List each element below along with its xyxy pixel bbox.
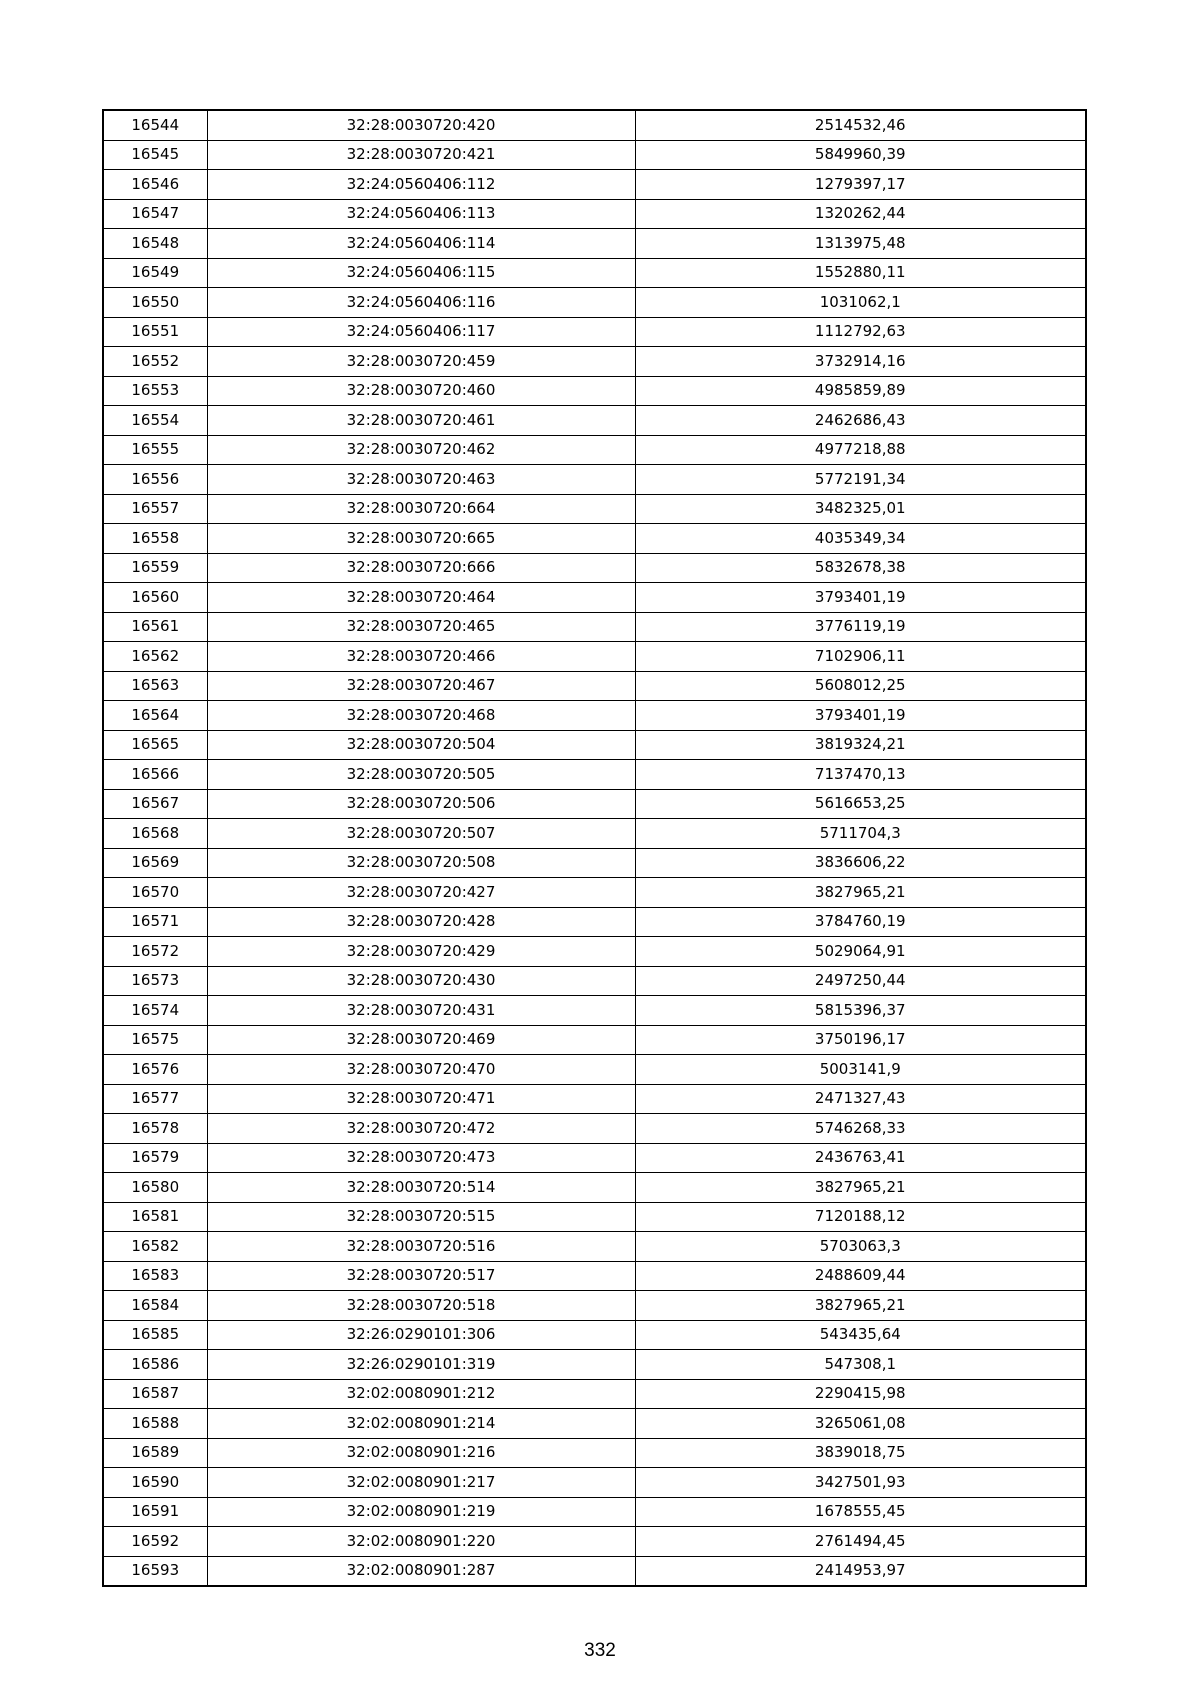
- value-cell: 3793401,19: [635, 583, 1086, 613]
- cadastral-number-cell: 32:28:0030720:507: [207, 819, 635, 849]
- page-number: 332: [584, 1640, 616, 1661]
- cadastral-number-cell: 32:28:0030720:665: [207, 524, 635, 554]
- table-row: [103, 583, 1086, 613]
- value-cell: 1552880,11: [635, 258, 1086, 288]
- row-index-cell: 16552: [103, 347, 207, 377]
- value-cell: 3793401,19: [635, 701, 1086, 731]
- row-index-cell: 16556: [103, 465, 207, 495]
- table-row: [103, 1025, 1086, 1055]
- cadastral-number-cell: 32:28:0030720:517: [207, 1261, 635, 1291]
- cadastral-number-cell: 32:28:0030720:428: [207, 907, 635, 937]
- table-row: [103, 1143, 1086, 1173]
- cadastral-number-cell: 32:28:0030720:468: [207, 701, 635, 731]
- cadastral-number-cell: 32:02:0080901:217: [207, 1468, 635, 1498]
- table-row: [103, 347, 1086, 377]
- cadastral-number-cell: 32:28:0030720:464: [207, 583, 635, 613]
- value-cell: 5815396,37: [635, 996, 1086, 1026]
- value-cell: 5029064,91: [635, 937, 1086, 967]
- table-row: [103, 1261, 1086, 1291]
- cadastral-number-cell: 32:24:0560406:116: [207, 288, 635, 318]
- cadastral-number-cell: 32:28:0030720:427: [207, 878, 635, 908]
- table-row: [103, 996, 1086, 1026]
- row-index-cell: 16592: [103, 1527, 207, 1557]
- value-cell: 1313975,48: [635, 229, 1086, 259]
- cadastral-number-cell: 32:28:0030720:518: [207, 1291, 635, 1321]
- value-cell: 4985859,89: [635, 376, 1086, 406]
- row-index-cell: 16590: [103, 1468, 207, 1498]
- value-cell: 7102906,11: [635, 642, 1086, 672]
- value-cell: 5703063,3: [635, 1232, 1086, 1262]
- row-index-cell: 16561: [103, 612, 207, 642]
- value-cell: 2514532,46: [635, 110, 1086, 140]
- cadastral-number-cell: 32:02:0080901:219: [207, 1497, 635, 1527]
- value-cell: 1279397,17: [635, 170, 1086, 200]
- table-row: [103, 1527, 1086, 1557]
- cadastral-number-cell: 32:28:0030720:515: [207, 1202, 635, 1232]
- table-row: [103, 229, 1086, 259]
- cadastral-number-cell: 32:28:0030720:508: [207, 848, 635, 878]
- value-cell: 4977218,88: [635, 435, 1086, 465]
- value-cell: 7137470,13: [635, 760, 1086, 790]
- cadastral-number-cell: 32:28:0030720:469: [207, 1025, 635, 1055]
- value-cell: 3482325,01: [635, 494, 1086, 524]
- row-index-cell: 16553: [103, 376, 207, 406]
- row-index-cell: 16575: [103, 1025, 207, 1055]
- table-row: [103, 465, 1086, 495]
- table-row: [103, 258, 1086, 288]
- row-index-cell: 16545: [103, 140, 207, 170]
- row-index-cell: 16546: [103, 170, 207, 200]
- cadastral-number-cell: 32:28:0030720:506: [207, 789, 635, 819]
- table-row: [103, 1497, 1086, 1527]
- value-cell: 2488609,44: [635, 1261, 1086, 1291]
- value-cell: 5849960,39: [635, 140, 1086, 170]
- value-cell: 3839018,75: [635, 1438, 1086, 1468]
- value-cell: 1320262,44: [635, 199, 1086, 229]
- table-row: [103, 789, 1086, 819]
- row-index-cell: 16567: [103, 789, 207, 819]
- table-row: [103, 1084, 1086, 1114]
- table-row: [103, 1055, 1086, 1085]
- row-index-cell: 16559: [103, 553, 207, 583]
- row-index-cell: 16549: [103, 258, 207, 288]
- cadastral-number-cell: 32:28:0030720:465: [207, 612, 635, 642]
- row-index-cell: 16565: [103, 730, 207, 760]
- table-row: [103, 1173, 1086, 1203]
- value-cell: 2414953,97: [635, 1556, 1086, 1586]
- row-index-cell: 16578: [103, 1114, 207, 1144]
- value-cell: 5616653,25: [635, 789, 1086, 819]
- cadastral-number-cell: 32:28:0030720:462: [207, 435, 635, 465]
- value-cell: 1112792,63: [635, 317, 1086, 347]
- cadastral-number-cell: 32:28:0030720:467: [207, 671, 635, 701]
- row-index-cell: 16580: [103, 1173, 207, 1203]
- table-row: [103, 1114, 1086, 1144]
- table-row: [103, 376, 1086, 406]
- cadastral-number-cell: 32:28:0030720:666: [207, 553, 635, 583]
- row-index-cell: 16589: [103, 1438, 207, 1468]
- row-index-cell: 16571: [103, 907, 207, 937]
- value-cell: 3750196,17: [635, 1025, 1086, 1055]
- value-cell: 543435,64: [635, 1320, 1086, 1350]
- cadastral-number-cell: 32:28:0030720:505: [207, 760, 635, 790]
- table-row: [103, 1291, 1086, 1321]
- value-cell: 5608012,25: [635, 671, 1086, 701]
- row-index-cell: 16581: [103, 1202, 207, 1232]
- cadastral-number-cell: 32:24:0560406:114: [207, 229, 635, 259]
- table-row: [103, 406, 1086, 436]
- cadastral-number-cell: 32:24:0560406:112: [207, 170, 635, 200]
- table-row: [103, 1202, 1086, 1232]
- row-index-cell: 16587: [103, 1379, 207, 1409]
- cadastral-number-cell: 32:26:0290101:319: [207, 1350, 635, 1380]
- table-row: [103, 730, 1086, 760]
- row-index-cell: 16566: [103, 760, 207, 790]
- table-row: [103, 937, 1086, 967]
- value-cell: 3827965,21: [635, 1291, 1086, 1321]
- row-index-cell: 16568: [103, 819, 207, 849]
- row-index-cell: 16563: [103, 671, 207, 701]
- row-index-cell: 16551: [103, 317, 207, 347]
- row-index-cell: 16557: [103, 494, 207, 524]
- value-cell: 5003141,9: [635, 1055, 1086, 1085]
- table-row: [103, 435, 1086, 465]
- table-row: [103, 819, 1086, 849]
- row-index-cell: 16573: [103, 966, 207, 996]
- cadastral-number-cell: 32:02:0080901:212: [207, 1379, 635, 1409]
- cadastral-number-cell: 32:28:0030720:473: [207, 1143, 635, 1173]
- value-cell: 3784760,19: [635, 907, 1086, 937]
- value-cell: 547308,1: [635, 1350, 1086, 1380]
- cadastral-number-cell: 32:24:0560406:115: [207, 258, 635, 288]
- table-row: [103, 701, 1086, 731]
- data-table: [102, 109, 1087, 1587]
- table-row: [103, 1556, 1086, 1586]
- table-row: [103, 760, 1086, 790]
- cadastral-number-cell: 32:28:0030720:471: [207, 1084, 635, 1114]
- table-row: [103, 170, 1086, 200]
- cadastral-number-cell: 32:02:0080901:287: [207, 1556, 635, 1586]
- table-row: [103, 907, 1086, 937]
- value-cell: 3427501,93: [635, 1468, 1086, 1498]
- value-cell: 1678555,45: [635, 1497, 1086, 1527]
- row-index-cell: 16579: [103, 1143, 207, 1173]
- value-cell: 5746268,33: [635, 1114, 1086, 1144]
- value-cell: 2471327,43: [635, 1084, 1086, 1114]
- cadastral-number-cell: 32:28:0030720:466: [207, 642, 635, 672]
- cadastral-number-cell: 32:28:0030720:420: [207, 110, 635, 140]
- value-cell: 3776119,19: [635, 612, 1086, 642]
- table-row: [103, 671, 1086, 701]
- table-row: [103, 524, 1086, 554]
- value-cell: 3819324,21: [635, 730, 1086, 760]
- row-index-cell: 16555: [103, 435, 207, 465]
- table-row: [103, 966, 1086, 996]
- table-row: [103, 110, 1086, 140]
- value-cell: 3732914,16: [635, 347, 1086, 377]
- row-index-cell: 16572: [103, 937, 207, 967]
- row-index-cell: 16583: [103, 1261, 207, 1291]
- cadastral-number-cell: 32:02:0080901:220: [207, 1527, 635, 1557]
- row-index-cell: 16569: [103, 848, 207, 878]
- row-index-cell: 16582: [103, 1232, 207, 1262]
- value-cell: 4035349,34: [635, 524, 1086, 554]
- table-row: [103, 1379, 1086, 1409]
- table-row: [103, 1468, 1086, 1498]
- cadastral-number-cell: 32:28:0030720:470: [207, 1055, 635, 1085]
- value-cell: 5832678,38: [635, 553, 1086, 583]
- table-body: [103, 110, 1086, 1586]
- row-index-cell: 16550: [103, 288, 207, 318]
- row-index-cell: 16586: [103, 1350, 207, 1380]
- table-row: [103, 494, 1086, 524]
- row-index-cell: 16554: [103, 406, 207, 436]
- table-row: [103, 553, 1086, 583]
- cadastral-number-cell: 32:02:0080901:214: [207, 1409, 635, 1439]
- value-cell: 7120188,12: [635, 1202, 1086, 1232]
- row-index-cell: 16547: [103, 199, 207, 229]
- row-index-cell: 16588: [103, 1409, 207, 1439]
- value-cell: 3827965,21: [635, 1173, 1086, 1203]
- row-index-cell: 16548: [103, 229, 207, 259]
- table-row: [103, 878, 1086, 908]
- cadastral-number-cell: 32:24:0560406:113: [207, 199, 635, 229]
- cadastral-number-cell: 32:28:0030720:431: [207, 996, 635, 1026]
- value-cell: 3836606,22: [635, 848, 1086, 878]
- cadastral-number-cell: 32:02:0080901:216: [207, 1438, 635, 1468]
- value-cell: 5772191,34: [635, 465, 1086, 495]
- table-row: [103, 1438, 1086, 1468]
- row-index-cell: 16564: [103, 701, 207, 731]
- cadastral-number-cell: 32:28:0030720:459: [207, 347, 635, 377]
- row-index-cell: 16591: [103, 1497, 207, 1527]
- value-cell: 2290415,98: [635, 1379, 1086, 1409]
- value-cell: 2497250,44: [635, 966, 1086, 996]
- table-row: [103, 317, 1086, 347]
- table-row: [103, 1232, 1086, 1262]
- table-row: [103, 1350, 1086, 1380]
- cadastral-number-cell: 32:28:0030720:421: [207, 140, 635, 170]
- table-row: [103, 848, 1086, 878]
- value-cell: 1031062,1: [635, 288, 1086, 318]
- row-index-cell: 16576: [103, 1055, 207, 1085]
- cadastral-number-cell: 32:24:0560406:117: [207, 317, 635, 347]
- row-index-cell: 16558: [103, 524, 207, 554]
- table-row: [103, 140, 1086, 170]
- row-index-cell: 16593: [103, 1556, 207, 1586]
- cadastral-number-cell: 32:28:0030720:429: [207, 937, 635, 967]
- row-index-cell: 16544: [103, 110, 207, 140]
- cadastral-number-cell: 32:28:0030720:461: [207, 406, 635, 436]
- table-row: [103, 288, 1086, 318]
- cadastral-number-cell: 32:28:0030720:460: [207, 376, 635, 406]
- row-index-cell: 16562: [103, 642, 207, 672]
- row-index-cell: 16585: [103, 1320, 207, 1350]
- row-index-cell: 16584: [103, 1291, 207, 1321]
- value-cell: 2462686,43: [635, 406, 1086, 436]
- row-index-cell: 16574: [103, 996, 207, 1026]
- row-index-cell: 16570: [103, 878, 207, 908]
- table-row: [103, 1409, 1086, 1439]
- table-row: [103, 199, 1086, 229]
- table-row: [103, 1320, 1086, 1350]
- value-cell: 2761494,45: [635, 1527, 1086, 1557]
- cadastral-number-cell: 32:26:0290101:306: [207, 1320, 635, 1350]
- value-cell: 3827965,21: [635, 878, 1086, 908]
- cadastral-number-cell: 32:28:0030720:516: [207, 1232, 635, 1262]
- table-row: [103, 612, 1086, 642]
- value-cell: 3265061,08: [635, 1409, 1086, 1439]
- cadastral-number-cell: 32:28:0030720:664: [207, 494, 635, 524]
- cadastral-number-cell: 32:28:0030720:514: [207, 1173, 635, 1203]
- value-cell: 5711704,3: [635, 819, 1086, 849]
- cadastral-number-cell: 32:28:0030720:472: [207, 1114, 635, 1144]
- value-cell: 2436763,41: [635, 1143, 1086, 1173]
- cadastral-number-cell: 32:28:0030720:430: [207, 966, 635, 996]
- row-index-cell: 16560: [103, 583, 207, 613]
- row-index-cell: 16577: [103, 1084, 207, 1114]
- cadastral-number-cell: 32:28:0030720:463: [207, 465, 635, 495]
- cadastral-number-cell: 32:28:0030720:504: [207, 730, 635, 760]
- table-row: [103, 642, 1086, 672]
